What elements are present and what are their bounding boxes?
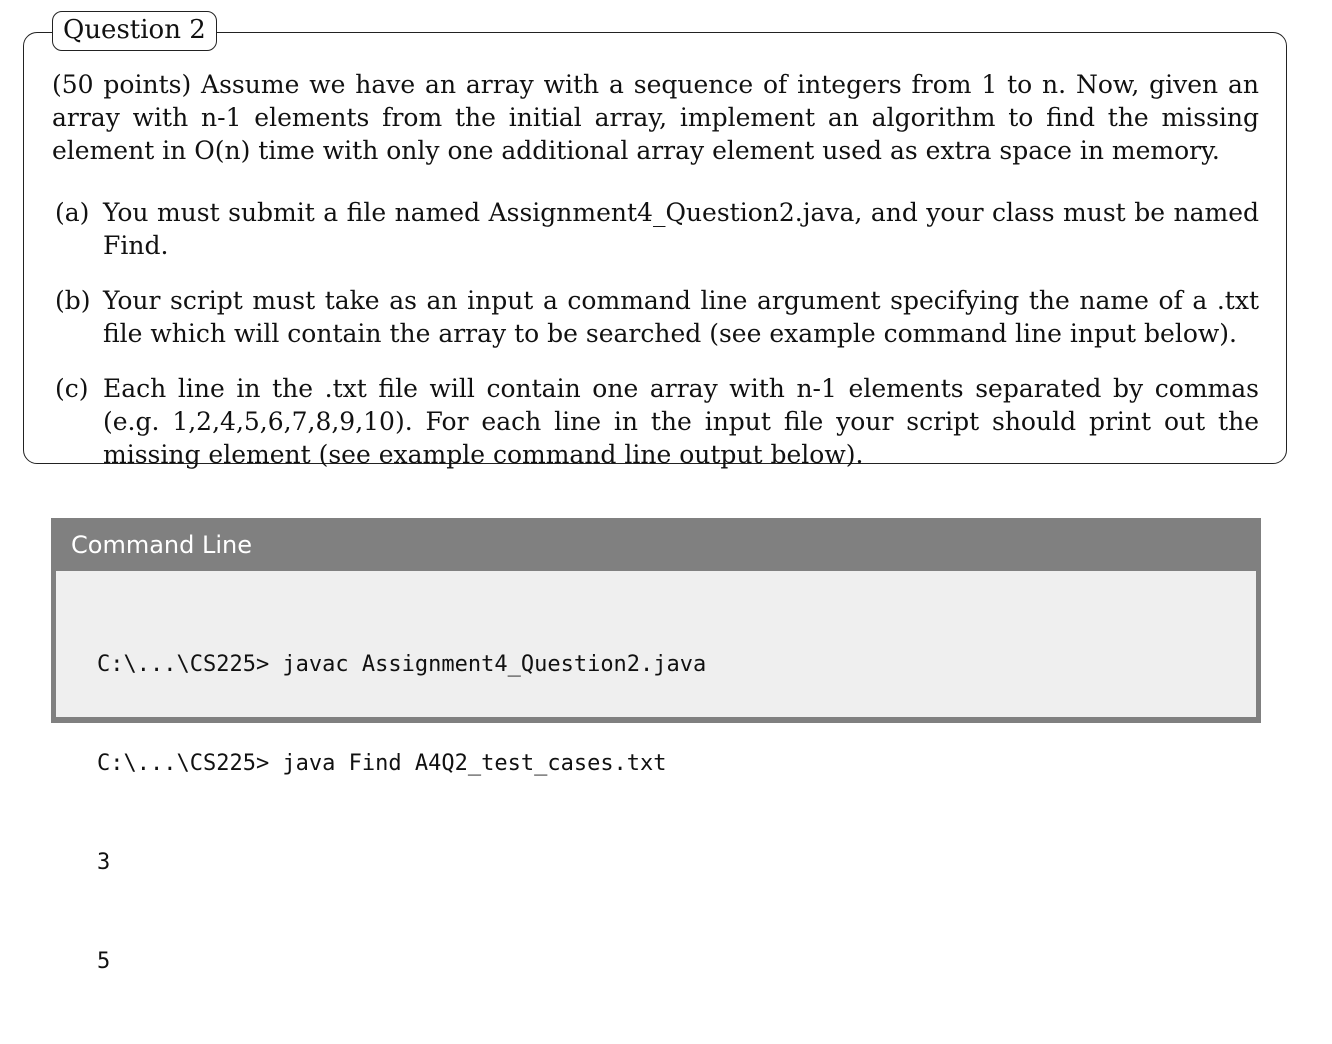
question-label: Question 2 — [52, 11, 217, 51]
command-line-title: Command Line — [71, 531, 252, 559]
command-line-panel — [51, 518, 1261, 974]
command-line-line: C:\...\CS225> javac Assignment4_Question2.java — [97, 652, 707, 677]
question-part-a — [52, 196, 1259, 262]
part-text: You must submit a file named Assignment4_Question2.java, and your class must be named Find. — [103, 198, 1259, 260]
command-line-line: 5 — [97, 949, 111, 974]
question-part-c — [52, 372, 1259, 471]
command-line-output — [56, 571, 1256, 974]
command-line-lines — [97, 582, 706, 1044]
command-line-line: 3 — [97, 850, 111, 875]
part-marker: (c) — [55, 374, 89, 403]
question-parts-list — [52, 196, 1259, 471]
question-part-b — [52, 284, 1259, 350]
part-marker: (b) — [55, 286, 91, 315]
part-marker: (a) — [55, 198, 90, 227]
question-body — [52, 68, 1259, 471]
question-intro: (50 points) Assume we have an array with a sequence of integers from 1 to n. Now, given an array with n-1 elements from the initial array, implement an algorithm to find the missing element in O(n) time with only one additional array element used as extra space in memory. — [52, 70, 1259, 165]
part-text: Each line in the .txt file will contain one array with n-1 elements separated by commas (e.g. 1,2,4,5,6,7,8,9,10). For each line in the input file your script should print out the missing element (see example command line output below). — [103, 374, 1259, 469]
part-text: Your script must take as an input a command line argument specifying the name of a .txt file which will contain the array to be searched (see example command line input below). — [103, 286, 1259, 348]
command-line-line: C:\...\CS225> java Find A4Q2_test_cases.txt — [97, 751, 667, 776]
